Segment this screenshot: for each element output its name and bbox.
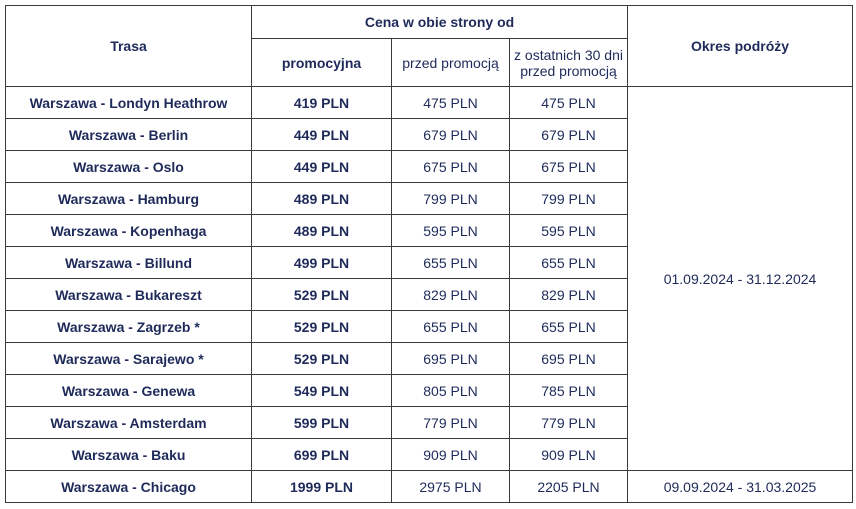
header-route: Trasa: [6, 6, 252, 87]
before-price-cell: 779 PLN: [392, 407, 510, 439]
last30-price-cell: 475 PLN: [510, 87, 628, 119]
last30-price-cell: 655 PLN: [510, 247, 628, 279]
before-price-cell: 679 PLN: [392, 119, 510, 151]
promo-price-cell: 699 PLN: [252, 439, 392, 471]
header-promo: promocyjna: [252, 39, 392, 87]
header-last30-line2: przed promocją: [520, 62, 617, 79]
promo-price-cell: 419 PLN: [252, 87, 392, 119]
route-cell: Warszawa - Oslo: [6, 151, 252, 183]
header-before: przed promocją: [392, 39, 510, 87]
route-cell: Warszawa - Londyn Heathrow: [6, 87, 252, 119]
before-price-cell: 805 PLN: [392, 375, 510, 407]
route-cell: Warszawa - Amsterdam: [6, 407, 252, 439]
last30-price-cell: 909 PLN: [510, 439, 628, 471]
header-price-group: Cena w obie strony od: [252, 6, 628, 39]
route-cell: Warszawa - Berlin: [6, 119, 252, 151]
promo-price-cell: 489 PLN: [252, 215, 392, 247]
last30-price-cell: 655 PLN: [510, 311, 628, 343]
promo-price-cell: 599 PLN: [252, 407, 392, 439]
route-cell: Warszawa - Kopenhaga: [6, 215, 252, 247]
before-price-cell: 799 PLN: [392, 183, 510, 215]
before-price-cell: 475 PLN: [392, 87, 510, 119]
last30-price-cell: 779 PLN: [510, 407, 628, 439]
price-table: [5, 5, 853, 503]
promo-price-cell: 529 PLN: [252, 279, 392, 311]
last30-price-cell: 595 PLN: [510, 215, 628, 247]
promo-price-cell: 449 PLN: [252, 151, 392, 183]
before-price-cell: 655 PLN: [392, 247, 510, 279]
before-price-cell: 829 PLN: [392, 279, 510, 311]
header-row-1: [6, 6, 853, 39]
last30-price-cell: 679 PLN: [510, 119, 628, 151]
route-cell: Warszawa - Sarajewo *: [6, 343, 252, 375]
table-row: [6, 471, 853, 503]
header-period: Okres podróży: [628, 6, 853, 87]
before-price-cell: 695 PLN: [392, 343, 510, 375]
table-row: [6, 87, 853, 119]
promo-price-cell: 489 PLN: [252, 183, 392, 215]
last30-price-cell: 675 PLN: [510, 151, 628, 183]
header-last30: [510, 39, 628, 87]
promo-price-cell: 449 PLN: [252, 119, 392, 151]
last30-price-cell: 2205 PLN: [510, 471, 628, 503]
before-price-cell: 909 PLN: [392, 439, 510, 471]
before-price-cell: 675 PLN: [392, 151, 510, 183]
promo-price-cell: 529 PLN: [252, 311, 392, 343]
period-cell-europe: 01.09.2024 - 31.12.2024: [628, 87, 853, 471]
period-cell-chicago: 09.09.2024 - 31.03.2025: [628, 471, 853, 503]
route-cell: Warszawa - Genewa: [6, 375, 252, 407]
before-price-cell: 2975 PLN: [392, 471, 510, 503]
header-last30-line1: z ostatnich 30 dni: [514, 46, 623, 63]
promo-price-cell: 529 PLN: [252, 343, 392, 375]
promo-price-cell: 499 PLN: [252, 247, 392, 279]
route-cell: Warszawa - Bukareszt: [6, 279, 252, 311]
last30-price-cell: 799 PLN: [510, 183, 628, 215]
promo-price-cell: 1999 PLN: [252, 471, 392, 503]
last30-price-cell: 695 PLN: [510, 343, 628, 375]
last30-price-cell: 829 PLN: [510, 279, 628, 311]
route-cell: Warszawa - Chicago: [6, 471, 252, 503]
before-price-cell: 595 PLN: [392, 215, 510, 247]
route-cell: Warszawa - Baku: [6, 439, 252, 471]
route-cell: Warszawa - Hamburg: [6, 183, 252, 215]
last30-price-cell: 785 PLN: [510, 375, 628, 407]
before-price-cell: 655 PLN: [392, 311, 510, 343]
route-cell: Warszawa - Billund: [6, 247, 252, 279]
promo-price-cell: 549 PLN: [252, 375, 392, 407]
route-cell: Warszawa - Zagrzeb *: [6, 311, 252, 343]
